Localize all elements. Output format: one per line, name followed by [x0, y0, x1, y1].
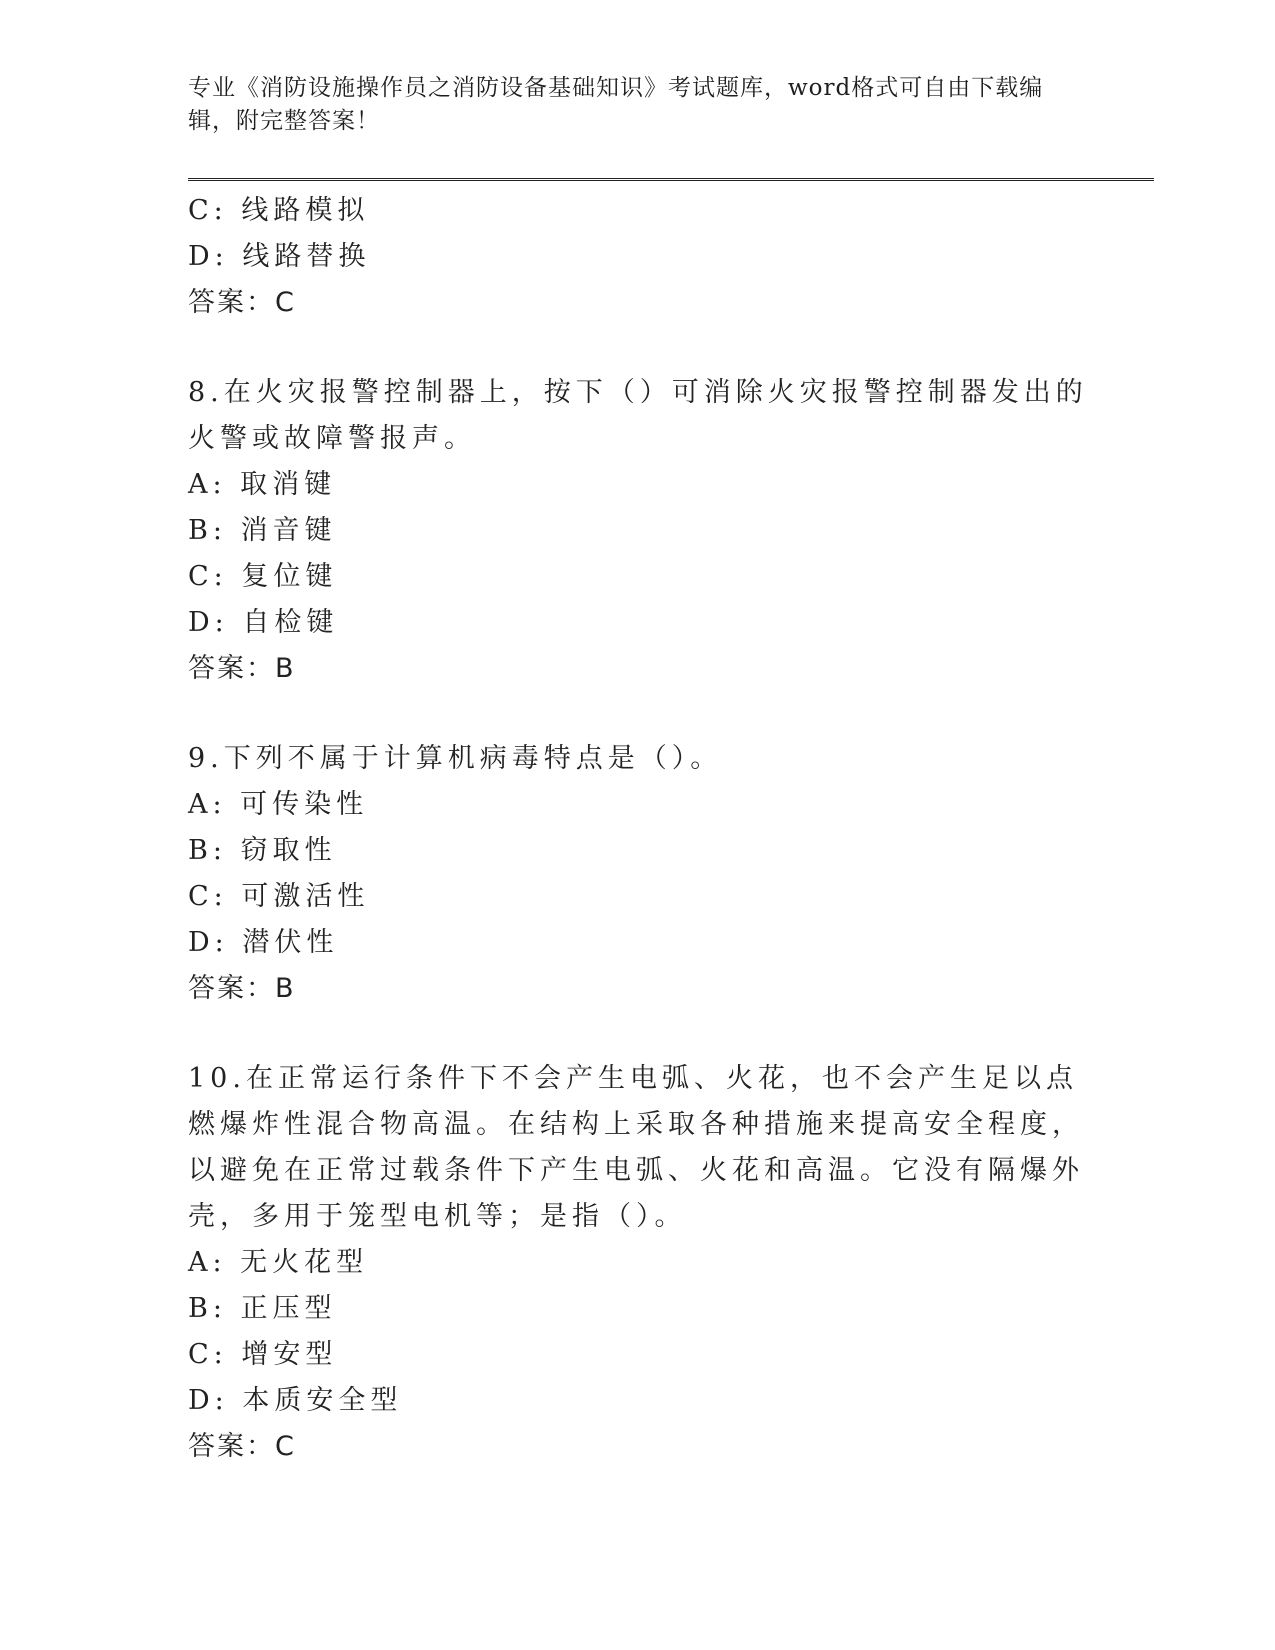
question-list	[188, 188, 1088, 1470]
question-8	[188, 370, 1088, 692]
spacer	[188, 326, 1088, 370]
question-9	[188, 736, 1088, 1012]
option-c: C: 增安型	[188, 1339, 338, 1370]
spacer	[188, 692, 1088, 736]
option-a: A: 无火花型	[188, 1247, 369, 1278]
option-c: C: 复位键	[188, 561, 338, 592]
option-b: B: 窃取性	[188, 835, 337, 866]
answer-line: 答案：B	[188, 973, 296, 1004]
option-c: C: 可激活性	[188, 881, 370, 912]
header-divider	[188, 178, 1154, 181]
option-b: B: 消音键	[188, 515, 337, 546]
answer-line: 答案：C	[188, 1431, 296, 1462]
option-a: A: 可传染性	[188, 789, 369, 820]
option-d: D: 线路替换	[188, 241, 371, 272]
option-a: A: 取消键	[188, 469, 337, 500]
question-10	[188, 1056, 1088, 1470]
option-b: B: 正压型	[188, 1293, 337, 1324]
question-stem: 8.在火灾报警控制器上，按下（）可消除火灾报警控制器发出的火警或故障警报声。	[188, 377, 1088, 454]
page-header: 专业《消防设施操作员之消防设备基础知识》考试题库，word格式可自由下载编辑，附完整答案！	[188, 75, 1044, 134]
option-c: C: 线路模拟	[188, 195, 370, 226]
option-d: D: 自检键	[188, 607, 339, 638]
option-d: D: 本质安全型	[188, 1385, 403, 1416]
answer-line: 答案：B	[188, 653, 296, 684]
spacer	[188, 1012, 1088, 1056]
question-stem: 10.在正常运行条件下不会产生电弧、火花，也不会产生足以点燃爆炸性混合物高温。在结构上采取各种措施来提高安全程度，以避免在正常过载条件下产生电弧、火花和高温。它没有隔爆外壳，多用于笼型电机等；是指（）。	[188, 1063, 1084, 1232]
question-stem: 9.下列不属于计算机病毒特点是（）。	[188, 743, 723, 774]
answer-line: 答案：C	[188, 287, 296, 318]
option-d: D: 潜伏性	[188, 927, 339, 958]
carryover-question	[188, 188, 1088, 326]
